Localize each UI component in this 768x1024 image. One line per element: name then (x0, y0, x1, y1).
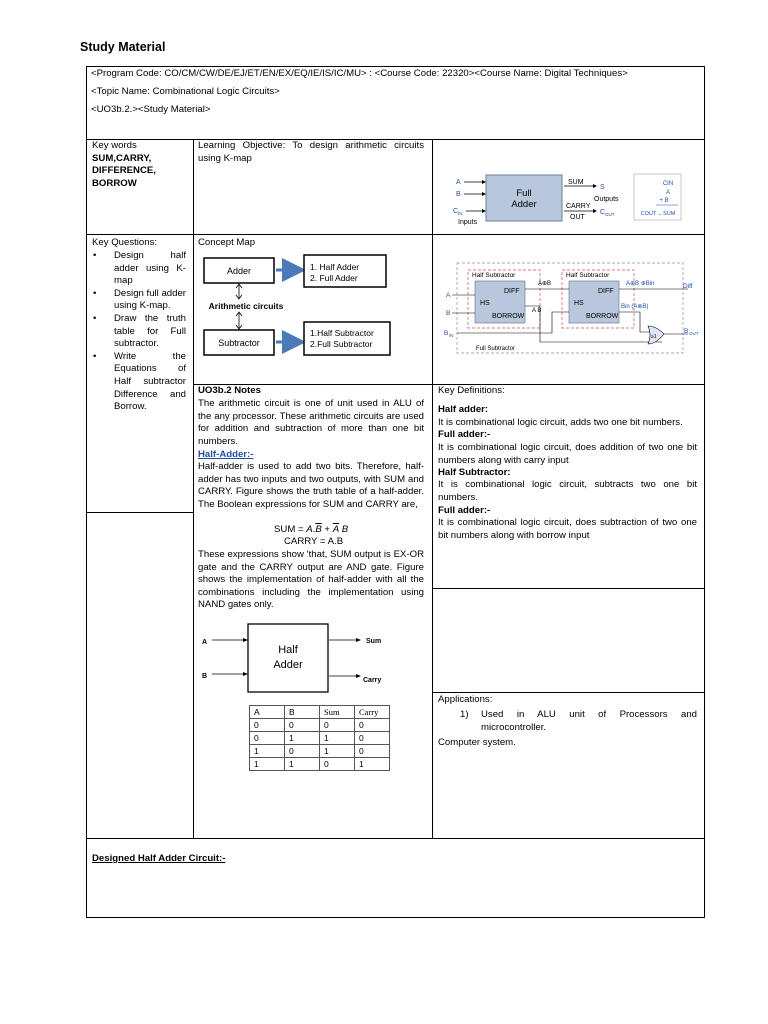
table-cell: 1 (285, 758, 320, 771)
column-header: Sum (320, 706, 355, 719)
svg-text:C: C (453, 208, 459, 215)
svg-text:BORROW: BORROW (492, 313, 525, 320)
half-adder-description: Half-adder is used to add two bits. Therefore, half-adder has two inputs and two outputs, with SUM and CARRY. Figure shows the truth table of a half-adder. The Boolean expressions for SUM and CARRY are, (198, 461, 424, 510)
table-cell: 0 (285, 719, 320, 732)
list-item: • Design half adder using K-map (114, 250, 186, 288)
half-adder-item: 1. Half Adder (310, 262, 360, 272)
table-header-row (250, 706, 390, 719)
half-adder-explanation: These expressions show 'that, SUM output is EX-OR gate and the CARRY output are AND gate. Figure shows the implementation of half-adder with all the combinations including the implementation using NAND gates only. (198, 549, 424, 611)
svg-text:A: A (665, 190, 671, 196)
full-subtractor-diagram (440, 260, 699, 356)
svg-text:Adder: Adder (273, 659, 303, 671)
key-questions-label: Key Questions: (92, 237, 158, 248)
study-material-line: <UO3b.2.><Study Material> (91, 104, 211, 115)
svg-text:OUT: OUT (570, 214, 585, 221)
keyword-term: SUM,CARRY, (92, 153, 152, 164)
list-item: • Draw the truth table for Full subtractor. (114, 313, 186, 351)
svg-text:B: B (456, 191, 461, 198)
application-number: 1) (460, 709, 469, 720)
table-cell: 0 (355, 732, 390, 745)
half-subtractor-item: 1.Half Subtractor (310, 328, 374, 338)
definition-text: It is combinational logic circuit, subtracts two one bit numbers. (438, 479, 697, 503)
svg-text:Half Subtractor: Half Subtractor (472, 272, 516, 279)
topic-name-line: <Topic Name: Combinational Logic Circuits> (91, 86, 280, 97)
page-title: Study Material (80, 40, 166, 54)
svg-text:Inputs: Inputs (458, 219, 478, 226)
column-header: Carry (355, 706, 390, 719)
truth-table (249, 705, 390, 771)
svg-text:OUT: OUT (605, 212, 615, 217)
keyword-term: DIFFERENCE, (92, 165, 156, 176)
svg-text:CIN: CIN (662, 181, 674, 187)
notes-heading: UO3b.2 Notes (198, 385, 261, 396)
concept-map-label: Concept Map (198, 237, 256, 248)
divider (432, 588, 704, 589)
svg-text:B: B (684, 328, 689, 335)
half-adder-block-diagram (198, 618, 398, 698)
applications-label: Applications: (438, 694, 493, 705)
divider (432, 139, 433, 838)
column-header: A (250, 706, 285, 719)
application-extra: Computer system. (438, 737, 516, 748)
svg-text:Outputs: Outputs (594, 196, 619, 203)
list-item: • Write the Equations of Half subtractor Difference and Borrow. (114, 351, 186, 414)
carry-equation: CARRY = A.B (284, 536, 344, 547)
divider (87, 838, 704, 839)
table-cell: 1 (250, 758, 285, 771)
svg-text:BORROW: BORROW (586, 313, 619, 320)
svg-text:OUT: OUT (689, 331, 699, 336)
concept-map-diagram (196, 250, 396, 362)
svg-text:+ B: + B (659, 198, 669, 204)
svg-text:Carry: Carry (363, 677, 382, 684)
svg-text:B: B (446, 310, 451, 317)
definition-term: Full adder:- (438, 505, 491, 516)
definition-term: Half Subtractor: (438, 467, 511, 478)
application-item: Used in ALU unit of Processors and microcontroller. (481, 709, 697, 733)
svg-text:A: A (456, 179, 461, 186)
table-cell: 0 (250, 732, 285, 745)
learning-objective: Learning Objective: To design arithmetic circuits using K-map (198, 140, 424, 164)
svg-text:SUM: SUM (568, 179, 584, 186)
svg-text:COUT ←SUM: COUT ←SUM (640, 211, 676, 217)
key-questions-list (114, 250, 186, 414)
svg-text:A⊕B ⊕Bin: A⊕B ⊕Bin (626, 281, 655, 287)
table-cell: 0 (355, 719, 390, 732)
divider (193, 139, 194, 838)
table-cell: 0 (250, 719, 285, 732)
table-cell: 0 (320, 758, 355, 771)
table-cell: 1 (250, 745, 285, 758)
column-header: B (285, 706, 320, 719)
list-item: • Design full adder using K-map. (114, 288, 186, 313)
table-cell: 1 (355, 758, 390, 771)
table-cell: 1 (285, 732, 320, 745)
full-subtractor-item: 2.Full Subtractor (310, 339, 373, 349)
divider (432, 692, 704, 693)
svg-text:B: B (202, 673, 208, 680)
svg-text:Diff: Diff (683, 283, 693, 290)
svg-text:A: A (446, 292, 451, 299)
divider (87, 512, 193, 513)
full-adder-diagram (448, 168, 688, 228)
table-cell: 0 (355, 745, 390, 758)
svg-text:CARRY: CARRY (566, 203, 591, 210)
svg-text:IN: IN (458, 211, 463, 216)
definition-text: It is combinational logic circuit, does subtraction of two one bit numbers along with borrow input (438, 517, 697, 541)
divider (87, 234, 704, 235)
table-row (250, 732, 390, 745)
svg-text:A⊕B: A⊕B (538, 281, 552, 287)
svg-text:DIFF: DIFF (598, 288, 614, 295)
full-adder-item: 2. Full Adder (310, 273, 358, 283)
svg-text:HS: HS (480, 300, 490, 307)
svg-text:HS: HS (574, 300, 584, 307)
designed-half-adder-heading: Designed Half Adder Circuit:- (92, 853, 226, 864)
svg-text:A B: A B (532, 308, 542, 314)
svg-text:DIFF: DIFF (504, 288, 520, 295)
table-row (250, 719, 390, 732)
svg-text:Half Subtractor: Half Subtractor (566, 272, 610, 279)
program-code-line: <Program Code: CO/CM/CW/DE/EJ/ET/EN/EX/EQ/IE/IS/IC/MU> : <Course Code: 22320><Course Name: Digital Techniques> (91, 68, 628, 79)
svg-text:Full Subtractor: Full Subtractor (476, 346, 516, 352)
keywords-label: Key words (92, 140, 137, 151)
key-definitions-label: Key Definitions: (438, 385, 505, 396)
svg-text:Adder: Adder (511, 199, 537, 210)
half-adder-block (248, 624, 328, 692)
svg-text:≥1: ≥1 (651, 334, 657, 340)
definition-text: It is combinational logic circuit, adds two one bit numbers. (438, 417, 683, 428)
definition-term: Half adder: (438, 404, 489, 415)
subtractor-label: Subtractor (218, 338, 260, 348)
svg-text:S: S (600, 184, 605, 191)
svg-text:B: B (444, 330, 449, 337)
notes-intro: The arithmetic circuit is one of unit used in ALU of the any processor. These arithmetic circuits are used for addition and subtraction of more than one bit numbers. (198, 398, 424, 447)
table-row (250, 758, 390, 771)
half-adder-heading: Half-Adder:- (198, 449, 254, 460)
svg-text:Bin (A⊕B): Bin (A⊕B) (621, 304, 649, 310)
svg-text:IN: IN (449, 333, 454, 338)
keyword-term: BORROW (92, 178, 137, 189)
svg-text:A: A (202, 639, 208, 646)
definition-term: Full adder:- (438, 429, 491, 440)
svg-text:Full: Full (516, 188, 532, 199)
adder-label: Adder (226, 266, 252, 276)
svg-text:Half: Half (278, 644, 298, 656)
table-row (250, 745, 390, 758)
table-cell: 0 (285, 745, 320, 758)
table-cell: 1 (320, 732, 355, 745)
definition-text: It is combinational logic circuit, does addition of two one bit numbers along with carry input (438, 442, 697, 466)
svg-text:C: C (600, 209, 606, 216)
table-cell: 1 (320, 745, 355, 758)
svg-text:Sum: Sum (366, 638, 382, 645)
arithmetic-circuits-label: Arithmetic circuits (208, 301, 284, 311)
sum-equation: SUM = $A.\overline{B} + \overline{A}$ B (274, 524, 349, 535)
table-cell: 0 (320, 719, 355, 732)
